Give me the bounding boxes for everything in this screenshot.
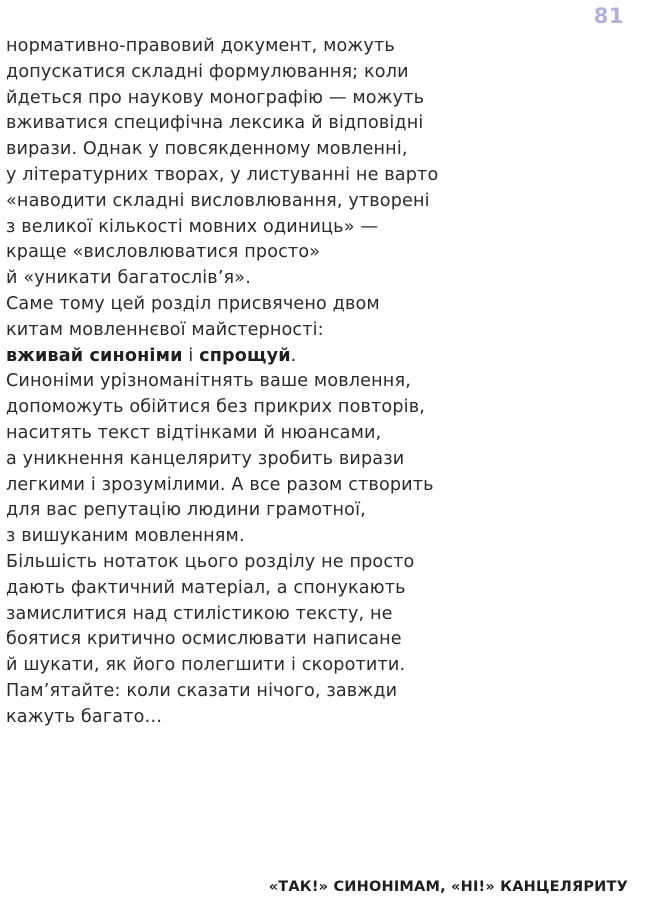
- running-footer-title: «ТАК!» СИНОНІМАМ, «НІ!» КАНЦЕЛЯРИТУ: [268, 879, 628, 895]
- text-line: Більшість нотаток цього розділу не просто: [6, 551, 415, 572]
- text-line: й «уникати багатослів’я».: [6, 268, 251, 289]
- emphasis-synonyms: вживай синоніми: [6, 345, 183, 366]
- text-line: нормативно-правовий документ, можуть: [6, 36, 395, 56]
- text-line: замислитися над стилістикою тексту, не: [6, 603, 393, 624]
- text-line: краще «висловлюватися просто»: [6, 242, 321, 263]
- text-line: Синоніми урізноманітнять ваше мовлення,: [6, 371, 411, 392]
- text-line: Саме тому цей розділ присвячено двом: [6, 293, 380, 314]
- text-line: з великої кількості мовних одиниць» —: [6, 216, 379, 237]
- emphasis-connector: і: [182, 345, 200, 366]
- text-line: й шукати, як його полегшити і скоротити.: [6, 655, 406, 676]
- text-line: допускатися складні формулювання; коли: [6, 61, 409, 82]
- text-line: вирази. Однак у повсякденному мовленні,: [6, 139, 408, 160]
- text-line: а уникнення канцеляриту зробить вирази: [6, 448, 405, 469]
- body-text: [6, 34, 566, 731]
- text-line: китам мовленнєвої майстерності:: [6, 319, 324, 340]
- text-line: наситять текст відтінками й нюансами,: [6, 422, 382, 443]
- text-line: Пам’ятайте: коли сказати нічого, завжди: [6, 680, 398, 701]
- text-line: допоможуть обійтися без прикрих повторів,: [6, 397, 425, 418]
- text-line: вживатися специфічна лексика й відповідні: [6, 113, 424, 134]
- text-line: дають фактичний матеріал, а спонукають: [6, 577, 406, 598]
- text-line: для вас репутацію людини грамотної,: [6, 500, 366, 521]
- emphasis-line: [6, 344, 566, 370]
- text-line: «наводити складні висловлювання, утворені: [6, 190, 430, 211]
- page-number: 81: [593, 4, 624, 28]
- text-line: боятися критично осмислювати написане: [6, 629, 402, 650]
- emphasis-end: .: [290, 345, 297, 366]
- emphasis-simplify: спрощуй: [199, 345, 291, 366]
- text-line: кажуть багато…: [6, 706, 163, 727]
- text-line: йдеться про наукову монографію — можуть: [6, 87, 425, 108]
- text-line: у літературних творах, у листуванні не варто: [6, 164, 439, 185]
- text-line: легкими і зрозумілими. А все разом створить: [6, 474, 434, 495]
- text-line: з вишуканим мовленням.: [6, 526, 245, 547]
